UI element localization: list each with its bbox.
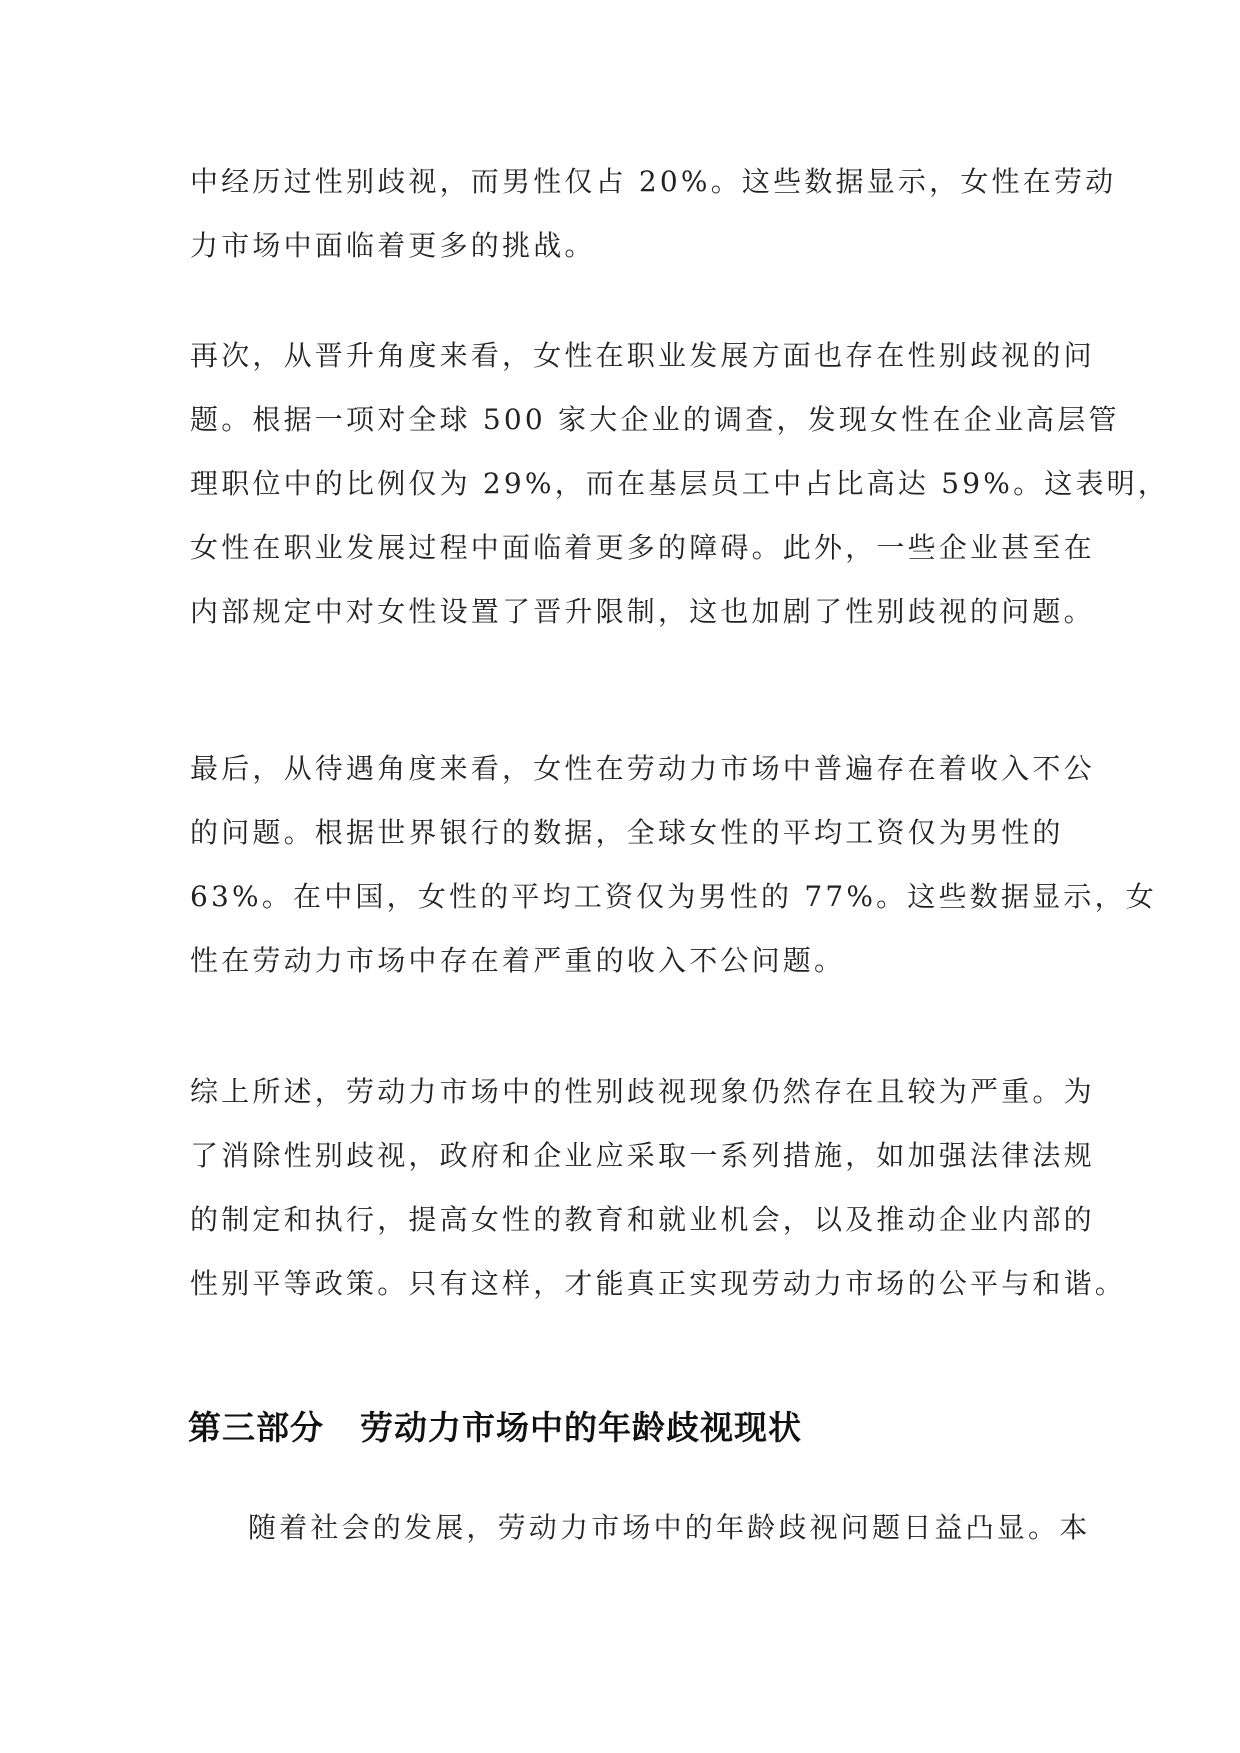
section-number: 第三部分 [188,1408,324,1447]
paragraph-age-intro [190,1496,1091,1560]
text-line: 最后，从待遇角度来看，女性在劳动力市场中普遍存在着收入不公 [190,752,1095,785]
text-line: 的制定和执行，提高女性的教育和就业机会，以及推动企业内部的 [190,1203,1095,1236]
text-line: 性在劳动力市场中存在着严重的收入不公问题。 [190,944,846,977]
text-line: 理职位中的比例仅为 29%，而在基层员工中占比高达 59%。这表明， [190,467,1170,500]
paragraph-promotion [190,324,1170,644]
text-line: 力市场中面临着更多的挑战。 [190,229,596,262]
text-line: 综上所述，劳动力市场中的性别歧视现象仍然存在且较为严重。为 [190,1075,1095,1108]
text-line: 了消除性别歧视，政府和企业应采取一系列措施，如加强法律法规 [190,1139,1095,1172]
text-line: 女性在职业发展过程中面临着更多的障碍。此外，一些企业甚至在 [190,531,1095,564]
text-line: 63%。在中国，女性的平均工资仅为男性的 77%。这些数据显示，女 [190,880,1157,913]
text-line: 内部规定中对女性设置了晋升限制，这也加剧了性别歧视的问题。 [190,595,1095,628]
text-line: 性别平等政策。只有这样，才能真正实现劳动力市场的公平与和谐。 [190,1267,1127,1300]
section-heading [188,1398,802,1458]
text-line: 中经历过性别歧视，而男性仅占 20%。这些数据显示，女性在劳动 [190,165,1117,198]
paragraph-pay-gap [190,737,1157,993]
text-line: 的问题。根据世界银行的数据，全球女性的平均工资仅为男性的 [190,816,1064,849]
paragraph-gender-stats-end [190,150,1117,278]
text-line: 随着社会的发展，劳动力市场中的年龄歧视问题日益凸显。本 [248,1511,1091,1544]
paragraph-conclusion [190,1060,1127,1316]
text-line: 再次，从晋升角度来看，女性在职业发展方面也存在性别歧视的问 [190,339,1095,372]
text-line: 题。根据一项对全球 500 家大企业的调查，发现女性在企业高层管 [190,403,1120,436]
section-title: 劳动力市场中的年龄歧视现状 [360,1408,802,1447]
